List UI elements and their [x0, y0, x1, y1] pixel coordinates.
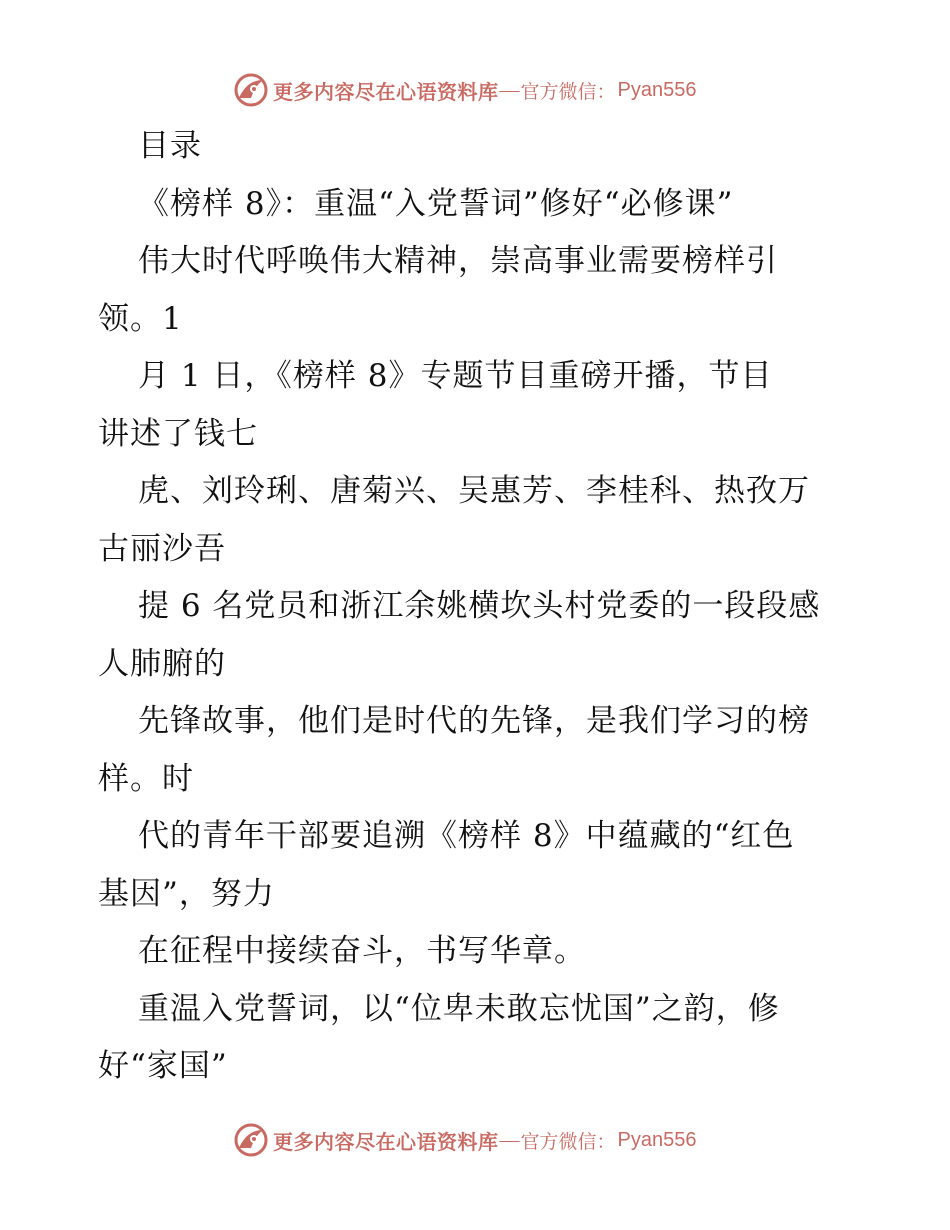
doc-line: 基因”，努力 — [98, 875, 275, 912]
doc-line: 重温入党誓词，以“位卑未敢忘忧国”之韵，修 — [138, 990, 780, 1027]
doc-line: 虎、刘玲琍、唐菊兴、吴惠芳、李桂科、热孜万 — [138, 473, 810, 509]
watermark-wechat-id: Pyan556 — [617, 1128, 697, 1151]
doc-line: 代的青年干部要追溯《榜样 8》中蕴藏的“红色 — [138, 818, 795, 854]
doc-line: 样。时 — [98, 760, 194, 797]
header-watermark-banner — [233, 70, 713, 110]
watermark-dash: — — [499, 1128, 520, 1151]
doc-line: 人肺腑的 — [98, 645, 226, 682]
doc-line: 《榜样 8》：重温“入党誓词”修好“必修课” — [138, 185, 734, 222]
doc-line: 目录 — [138, 128, 202, 164]
watermark-dash: — — [499, 78, 520, 101]
footer-watermark-banner — [233, 1120, 713, 1160]
document-body — [98, 118, 858, 1096]
doc-line: 领。1 — [98, 300, 183, 337]
doc-line: 月 1 日，《榜样 8》专题节目重磅开播，节目 — [138, 358, 773, 394]
pen-nib-logo-icon — [233, 72, 269, 108]
doc-line: 先锋故事，他们是时代的先锋，是我们学习的榜 — [138, 703, 810, 739]
doc-line: 在征程中接续奋斗，书写华章。 — [138, 933, 586, 969]
watermark-main-text: 更多内容尽在心语资料库 — [273, 79, 499, 104]
doc-line: 提 6 名党员和浙江余姚横坎头村党委的一段段感 — [138, 588, 821, 624]
watermark-wechat-label: 官方微信： — [520, 80, 616, 103]
doc-line: 古丽沙吾 — [98, 530, 226, 567]
watermark-wechat-label: 官方微信： — [520, 1130, 616, 1153]
doc-line: 伟大时代呼唤伟大精神，崇高事业需要榜样引 — [138, 243, 778, 279]
watermark-wechat-id: Pyan556 — [617, 78, 697, 101]
doc-line: 讲述了钱七 — [98, 415, 258, 452]
pen-nib-logo-icon — [233, 1122, 269, 1158]
watermark-main-text: 更多内容尽在心语资料库 — [273, 1129, 499, 1154]
doc-line: 好“家国” — [98, 1048, 228, 1084]
